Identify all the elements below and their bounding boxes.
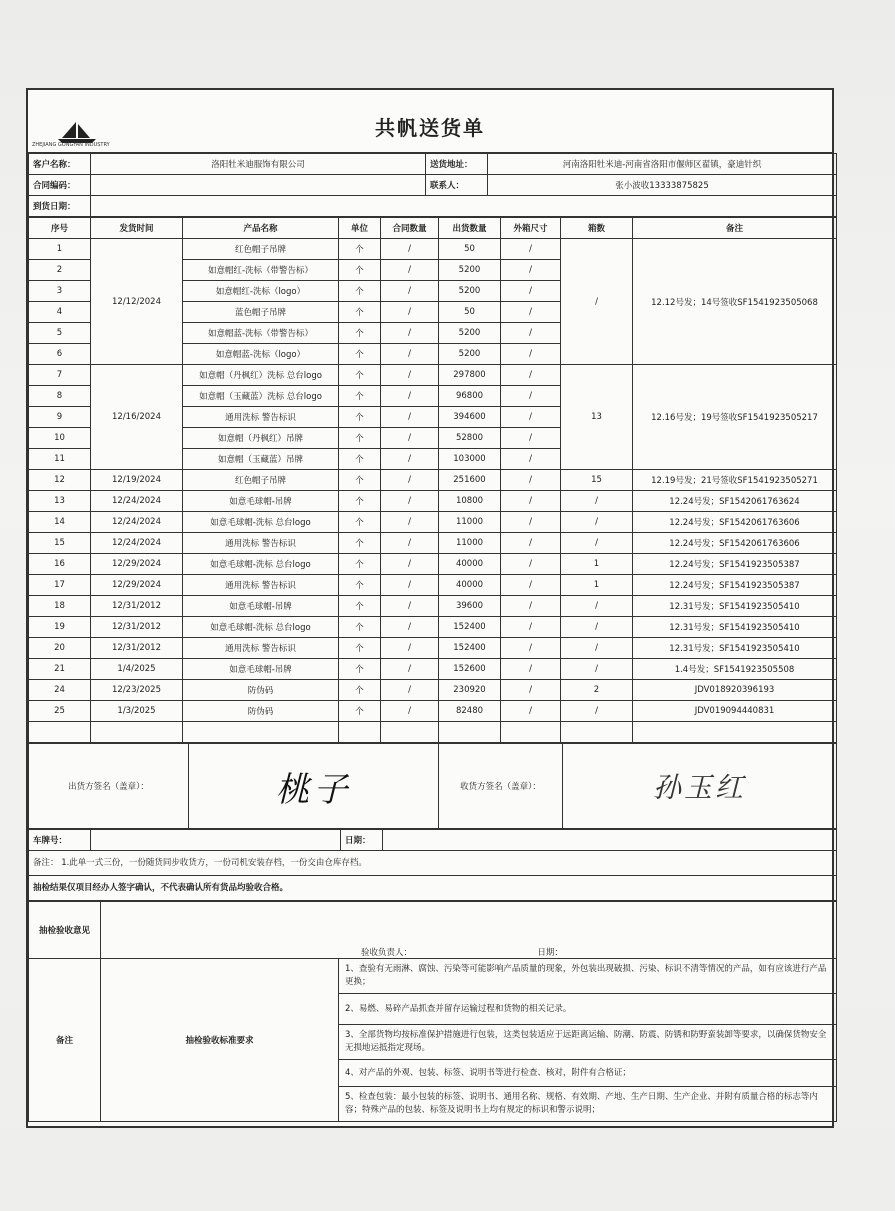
customer-value: 洛阳牡米迪服饰有限公司 [91,154,426,175]
cell-no: 21 [29,659,91,680]
cell-ship-qty: 251600 [439,470,501,491]
cell-date: 12/29/2024 [91,554,183,575]
shipper-signature [189,744,439,829]
table-row [29,239,837,260]
table-header-row [29,218,837,239]
cell-ship-qty: 11000 [439,512,501,533]
cell-ship-qty: 50 [439,302,501,323]
cell-box-size: / [501,554,561,575]
cell-unit: 个 [339,323,381,344]
cell-no: 8 [29,386,91,407]
cell-remark: JDV018920396193 [633,680,837,701]
cell-box-size: / [501,281,561,302]
cell-remark: 12.31号发；SF1541923505410 [633,617,837,638]
table-row [29,680,837,701]
cell-unit: 个 [339,281,381,302]
cell-date: 12/16/2024 [91,365,183,470]
cell-ship-qty: 40000 [439,575,501,596]
cell-ship-qty: 82480 [439,701,501,722]
cell-ship-qty: 52800 [439,428,501,449]
cell-boxes: / [561,659,633,680]
cell-no: 3 [29,281,91,302]
cell-contract-qty: / [381,638,439,659]
cell-no: 5 [29,323,91,344]
plate-value [91,830,341,851]
date-label: 日期： [341,830,383,851]
cell-unit: 个 [339,638,381,659]
cell-contract-qty: / [381,617,439,638]
cell-ship-qty: 152400 [439,617,501,638]
cell-product: 如意帽（丹枫红）吊牌 [183,428,339,449]
contact-value: 张小波收13333875825 [488,175,837,196]
inspect-label: 抽检验收意见 [29,902,101,959]
standard-item: 4、对产品的外观、包装、标签、说明书等进行检查、核对，附件有合格证； [339,1060,837,1087]
cell-unit: 个 [339,449,381,470]
cell-contract-qty: / [381,449,439,470]
cell-ship-qty: 5200 [439,323,501,344]
cell-box-size: / [501,533,561,554]
info-table [28,153,837,217]
cell-product: 如意帽（丹枫红）洗标 总台logo [183,365,339,386]
cell-contract-qty: / [381,491,439,512]
cell-no: 9 [29,407,91,428]
col-header: 发货时间 [91,218,183,239]
cell-contract-qty: / [381,239,439,260]
cell-remark: 12.31号发；SF1541923505410 [633,596,837,617]
cell-contract-qty: / [381,533,439,554]
col-header: 合同数量 [381,218,439,239]
table-row [29,554,837,575]
cell-unit: 个 [339,386,381,407]
cell-no: 10 [29,428,91,449]
cell-no: 7 [29,365,91,386]
cell-remark: 12.19号发；21号签收SF1541923505271 [633,470,837,491]
cell-no: 17 [29,575,91,596]
plate-label: 车牌号： [29,830,91,851]
cell-remark: 12.12号发；14号签收SF1541923505068 [633,239,837,365]
col-header: 产品名称 [183,218,339,239]
cell-unit: 个 [339,575,381,596]
cell-no: 1 [29,239,91,260]
cell-no: 19 [29,617,91,638]
cell-contract-qty: / [381,281,439,302]
cell-no: 13 [29,491,91,512]
col-header: 箱数 [561,218,633,239]
cell-no: 12 [29,470,91,491]
cell-product: 通用洗标 警告标识 [183,638,339,659]
inspect-date-label: 日期： [537,948,563,958]
inspector-label: 验收负责人： [361,948,413,958]
cell-ship-qty: 230920 [439,680,501,701]
cell-no: 18 [29,596,91,617]
footer-table [28,829,837,901]
cell-unit: 个 [339,512,381,533]
cell-date: 12/31/2012 [91,638,183,659]
cell-unit: 个 [339,680,381,701]
cell-unit: 个 [339,617,381,638]
cell-contract-qty: / [381,344,439,365]
standard-item: 3、全部货物均按标准保护措施进行包装，这类包装适应于远距离运输、防潮、防震、防锈和防野蛮装卸等要求，以确保货物安全无损地运抵指定现场。 [339,1025,837,1060]
contact-label: 联系人： [426,175,488,196]
cell-unit: 个 [339,239,381,260]
cell-unit: 个 [339,407,381,428]
receiver-sign-label: 收货方签名（盖章）： [439,744,563,829]
cell-box-size: / [501,596,561,617]
customer-label: 客户名称： [29,154,91,175]
cell-unit: 个 [339,365,381,386]
remark-label: 备注 [29,959,101,1122]
cell-date: 12/23/2025 [91,680,183,701]
address-label: 送货地址： [426,154,488,175]
arrival-label: 到货日期： [29,196,91,217]
shipper-sign-label: 出货方签名（盖章）： [29,744,189,829]
address-value: 河南洛阳牡米迪-河南省洛阳市偃师区翟镇，豪迪针织 [488,154,837,175]
cell-contract-qty: / [381,512,439,533]
table-row [29,701,837,722]
cell-date: 12/24/2024 [91,533,183,554]
cell-box-size: / [501,365,561,386]
cell-ship-qty: 103000 [439,449,501,470]
note-line-2: 抽检结果仅项目经办人签字确认，不代表确认所有货品均验收合格。 [29,876,837,901]
cell-contract-qty: / [381,659,439,680]
cell-remark: 12.16号发；19号签收SF1541923505217 [633,365,837,470]
col-header: 外箱尺寸 [501,218,561,239]
cell-contract-qty: / [381,386,439,407]
standard-item: 2、易燃、易碎产品抓查并留存运输过程和货物的相关记录。 [339,994,837,1025]
cell-product: 防伪码 [183,680,339,701]
document-header [28,90,832,153]
shipper-signature-text: 桃子 [275,769,352,810]
cell-product: 如意帽（玉藏蓝）吊牌 [183,449,339,470]
cell-no: 16 [29,554,91,575]
cell-contract-qty: / [381,596,439,617]
cell-product: 如意毛球帽-吊牌 [183,659,339,680]
cell-remark: 12.24号发；SF1541923505387 [633,554,837,575]
cell-contract-qty: / [381,470,439,491]
cell-box-size: / [501,239,561,260]
cell-remark: 12.31号发；SF1541923505410 [633,638,837,659]
table-row [29,470,837,491]
table-row [29,575,837,596]
cell-box-size: / [501,260,561,281]
receiver-signature [563,744,837,829]
cell-boxes: 1 [561,554,633,575]
cell-unit: 个 [339,659,381,680]
cell-box-size: / [501,659,561,680]
receiver-signature-text: 孙玉红 [652,771,746,804]
inspection-table [28,901,837,1122]
cell-no: 6 [29,344,91,365]
table-row [29,533,837,554]
cell-no: 4 [29,302,91,323]
cell-unit: 个 [339,554,381,575]
cell-remark: JDV019094440831 [633,701,837,722]
cell-boxes: / [561,638,633,659]
empty-row [29,722,837,743]
cell-box-size: / [501,491,561,512]
standard-label: 抽检验收标准要求 [101,959,339,1122]
col-header: 序号 [29,218,91,239]
table-row [29,491,837,512]
cell-remark: 12.24号发；SF1542061763606 [633,533,837,554]
cell-product: 如意毛球帽-洗标 总台logo [183,617,339,638]
cell-unit: 个 [339,596,381,617]
cell-ship-qty: 5200 [439,281,501,302]
cell-no: 15 [29,533,91,554]
cell-ship-qty: 50 [439,239,501,260]
cell-ship-qty: 152400 [439,638,501,659]
cell-product: 如意帽（玉藏蓝）洗标 总台logo [183,386,339,407]
cell-box-size: / [501,680,561,701]
cell-product: 红色帽子吊牌 [183,470,339,491]
cell-product: 如意毛球帽-吊牌 [183,491,339,512]
cell-contract-qty: / [381,365,439,386]
date-value [383,830,837,851]
cell-no: 2 [29,260,91,281]
cell-boxes: 2 [561,680,633,701]
cell-box-size: / [501,512,561,533]
table-row [29,638,837,659]
cell-contract-qty: / [381,260,439,281]
cell-ship-qty: 297800 [439,365,501,386]
cell-box-size: / [501,470,561,491]
cell-product: 红色帽子吊牌 [183,239,339,260]
cell-date: 1/3/2025 [91,701,183,722]
cell-box-size: / [501,428,561,449]
delivery-note [26,88,834,1128]
cell-contract-qty: / [381,323,439,344]
cell-ship-qty: 394600 [439,407,501,428]
cell-product: 如意帽蓝-洗标（带警告标） [183,323,339,344]
cell-boxes: / [561,533,633,554]
cell-date: 1/4/2025 [91,659,183,680]
page-title: 共帆送货单 [375,116,485,140]
cell-boxes: 15 [561,470,633,491]
cell-unit: 个 [339,470,381,491]
cell-contract-qty: / [381,407,439,428]
cell-product: 蓝色帽子吊牌 [183,302,339,323]
cell-boxes: 13 [561,365,633,470]
cell-unit: 个 [339,260,381,281]
cell-ship-qty: 5200 [439,260,501,281]
cell-box-size: / [501,449,561,470]
cell-box-size: / [501,575,561,596]
cell-date: 12/31/2012 [91,617,183,638]
cell-contract-qty: / [381,428,439,449]
table-row [29,512,837,533]
cell-product: 通用洗标 警告标识 [183,575,339,596]
cell-ship-qty: 5200 [439,344,501,365]
cell-ship-qty: 11000 [439,533,501,554]
cell-no: 14 [29,512,91,533]
cell-date: 12/24/2024 [91,512,183,533]
cell-date: 12/29/2024 [91,575,183,596]
table-row [29,617,837,638]
cell-unit: 个 [339,701,381,722]
cell-date: 12/31/2012 [91,596,183,617]
cell-box-size: / [501,638,561,659]
logo-text: ZHEJIANG GONGFAN INDUSTRY [32,142,110,148]
cell-boxes: / [561,512,633,533]
cell-product: 如意毛球帽-洗标 总台logo [183,512,339,533]
note-line-1: 备注： 1.此单一式三份，一份随货同步收货方，一份司机安装存档，一份交由仓库存档。 [29,851,837,876]
cell-no: 20 [29,638,91,659]
arrival-value [91,196,837,217]
cell-boxes: / [561,239,633,365]
col-header: 备注 [633,218,837,239]
standard-item: 5、检查包装：最小包装的标签、说明书、通用名称、规格、有效期、产地、生产日期、生产企业、并附有质量合格的标志等内容；特殊产品的包装、标签及说明书上均有规定的标识和警示说明； [339,1087,837,1122]
cell-product: 防伪码 [183,701,339,722]
cell-box-size: / [501,617,561,638]
cell-date: 12/12/2024 [91,239,183,365]
cell-remark: 1.4号发；SF1541923505508 [633,659,837,680]
cell-contract-qty: / [381,575,439,596]
cell-boxes: / [561,617,633,638]
cell-ship-qty: 40000 [439,554,501,575]
cell-unit: 个 [339,428,381,449]
cell-box-size: / [501,344,561,365]
cell-boxes: / [561,491,633,512]
contract-label: 合同编码： [29,175,91,196]
cell-product: 如意毛球帽-洗标 总台logo [183,554,339,575]
cell-box-size: / [501,386,561,407]
cell-no: 24 [29,680,91,701]
cell-product: 如意毛球帽-吊牌 [183,596,339,617]
cell-contract-qty: / [381,302,439,323]
cell-ship-qty: 96800 [439,386,501,407]
cell-remark: 12.24号发；SF1542061763624 [633,491,837,512]
cell-product: 如意帽红-洗标（logo） [183,281,339,302]
cell-contract-qty: / [381,701,439,722]
cell-boxes: 1 [561,575,633,596]
goods-table [28,217,837,743]
cell-boxes: / [561,596,633,617]
cell-ship-qty: 152600 [439,659,501,680]
cell-contract-qty: / [381,680,439,701]
cell-unit: 个 [339,344,381,365]
cell-ship-qty: 39600 [439,596,501,617]
cell-product: 通用洗标 警告标识 [183,407,339,428]
col-header: 出货数量 [439,218,501,239]
col-header: 单位 [339,218,381,239]
cell-box-size: / [501,701,561,722]
standard-item: 1、查验有无雨淋、腐蚀、污染等可能影响产品质量的现象，外包装出现破损、污染、标识不清等情况的产品，如有应该进行产品更换； [339,959,837,994]
cell-unit: 个 [339,533,381,554]
cell-no: 11 [29,449,91,470]
cell-date: 12/19/2024 [91,470,183,491]
cell-boxes: / [561,701,633,722]
inspect-opinion [101,902,837,959]
cell-product: 如意帽蓝-洗标（logo） [183,344,339,365]
cell-product: 通用洗标 警告标识 [183,533,339,554]
cell-box-size: / [501,302,561,323]
cell-date: 12/24/2024 [91,491,183,512]
table-row [29,596,837,617]
cell-box-size: / [501,407,561,428]
cell-contract-qty: / [381,554,439,575]
contract-value [91,175,426,196]
cell-box-size: / [501,323,561,344]
table-row [29,659,837,680]
cell-unit: 个 [339,302,381,323]
table-row [29,365,837,386]
cell-unit: 个 [339,491,381,512]
cell-remark: 12.24号发；SF1541923505387 [633,575,837,596]
signature-table [28,743,837,829]
cell-remark: 12.24号发；SF1542061763606 [633,512,837,533]
cell-no: 25 [29,701,91,722]
cell-ship-qty: 10800 [439,491,501,512]
cell-product: 如意帽红-洗标（带警告标） [183,260,339,281]
